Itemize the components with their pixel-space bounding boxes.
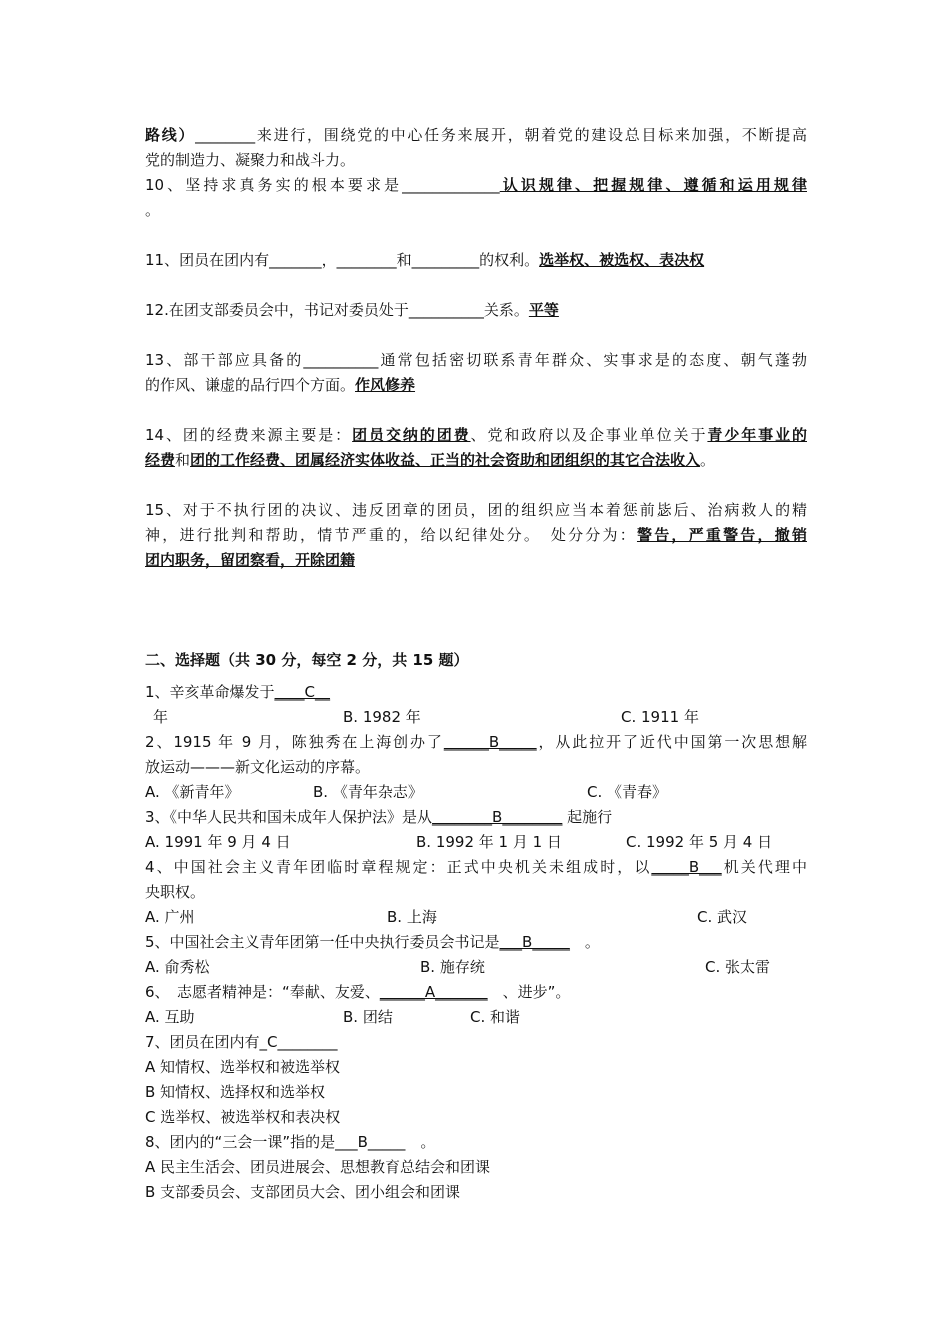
choice-4-line-1 — [145, 855, 807, 880]
question-14-text: 14、团的经费来源主要是： — [145, 426, 353, 444]
choice-3-option-a: A. 1991 年 9 月 4 日 — [145, 833, 291, 851]
choice-2-text: 2、1915 年 9 月，陈独秀在上海创办了 — [145, 733, 444, 751]
question-12-answer: 平等 — [528, 301, 559, 319]
choice-6-text: 6、 志愿者精神是：“奉献、友爱、 — [145, 983, 380, 1001]
question-10-end: 。 — [145, 201, 161, 219]
choice-1 — [145, 680, 807, 705]
choice-4-line-2: 央职权。 — [145, 883, 206, 901]
question-12-text: 12.在团支部委员会中，书记对委员处于__________关系。 — [145, 301, 529, 319]
carry-line-2: 党的制造力、凝聚力和战斗力。 — [145, 151, 356, 169]
choice-8: 8、团内的“三会一课”指的是___B_____ 。 — [145, 1133, 436, 1151]
choice-2-option-b: B. 《青年杂志》 — [313, 783, 423, 801]
question-14-end: 。 — [700, 451, 716, 469]
carry-bold-text: 路线） — [145, 126, 196, 144]
question-11-text: 11、团员在团内有_______，________和_________的权利。 — [145, 251, 540, 269]
choice-8-option-a: A 民主生活会、团员进展会、思想教育总结会和团课 — [145, 1158, 491, 1176]
choice-2-line-1 — [145, 730, 807, 755]
choice-8-option-b: B 支部委员会、支部团员大会、团小组会和团课 — [145, 1183, 461, 1201]
choice-4-rest: 机关代理中 — [721, 858, 807, 876]
choice-5-rest: 。 — [584, 933, 600, 951]
question-15-line-3 — [145, 548, 807, 573]
choice-6-rest: 、进步”。 — [502, 983, 571, 1001]
question-14-answer-1: 团员交纳的团费 — [352, 426, 471, 444]
question-14-line-1 — [145, 423, 807, 448]
question-14-line-2 — [145, 448, 807, 473]
question-11 — [145, 248, 807, 273]
choice-2-line-2: 放运动———新文化运动的序幕。 — [145, 758, 371, 776]
choice-5 — [145, 930, 807, 955]
choice-3-answer: ________B________ — [432, 808, 563, 826]
choice-3 — [145, 805, 807, 830]
question-15-line-2 — [145, 523, 807, 548]
question-12 — [145, 298, 807, 323]
choice-2-rest: ，从此拉开了近代中国第一次思想解 — [536, 733, 807, 751]
choice-3-option-b: B. 1992 年 1 月 1 日 — [416, 833, 562, 851]
question-10-answer: 认识规律、把握规律、遵循和运用规律 — [499, 176, 807, 194]
question-14-and: 和 — [175, 451, 191, 469]
question-14-answer-3: 团的工作经费、团属经济实体收益、正当的社会资助和团组织的其它合法收入 — [190, 451, 701, 469]
question-15-answer-1: 警告，严重警告，撤销 — [636, 526, 807, 544]
choice-5-option-a: A. 俞秀松 — [145, 958, 210, 976]
choice-1-option-b: B. 1982 年 — [343, 708, 421, 726]
question-10-line-1 — [145, 173, 807, 198]
question-15-line-1: 15、对于不执行团的决议、违反团章的团员，团的组织应当本着惩前毖后、治病救人的精 — [145, 501, 807, 519]
choice-7-option-a: A 知情权、选举权和被选举权 — [145, 1058, 341, 1076]
question-15-answer-2: 团内职务，留团察看，开除团籍 — [145, 551, 356, 569]
choice-2-answer: ______B_____ — [443, 733, 537, 751]
question-14-answer-2b: 经费 — [145, 451, 176, 469]
choice-7-option-c: C 选举权、被选举权和表决权 — [145, 1108, 341, 1126]
question-13-line-1: 13、部干部应具备的__________通常包括密切联系青年群众、实事求是的态度、朝气蓬勃 — [145, 351, 807, 369]
choice-2-option-c: C. 《青春》 — [587, 783, 668, 801]
choice-5-answer: ___B_____ — [499, 933, 570, 951]
question-13-answer: 作风修养 — [355, 376, 416, 394]
choice-4-answer: _____B___ — [651, 858, 722, 876]
carry-line-1 — [145, 123, 807, 148]
question-13-line-2 — [145, 373, 807, 398]
choice-7: 7、团员在团内有_C________ — [145, 1033, 338, 1051]
question-13-text: 的作风、谦虚的品行四个方面。 — [145, 376, 356, 394]
choice-6-option-b: B. 团结 — [343, 1008, 393, 1026]
choice-1-answer: ____C__ — [274, 683, 331, 701]
choice-4-option-a: A. 广州 — [145, 908, 195, 926]
choice-1-option-a: 年 — [153, 708, 169, 726]
question-14-text-2: 、党和政府以及企事业单位关于 — [470, 426, 708, 444]
choice-6-answer: ______A_______ — [379, 983, 488, 1001]
choice-1-option-c: C. 1911 年 — [621, 708, 699, 726]
choice-4-option-c: C. 武汉 — [697, 908, 748, 926]
choice-2-option-a: A. 《新青年》 — [145, 783, 240, 801]
choice-5-text: 5、中国社会主义青年团第一任中央执行委员会书记是 — [145, 933, 500, 951]
choice-4-option-b: B. 上海 — [387, 908, 437, 926]
choice-4-text: 4、中国社会主义青年团临时章程规定：正式中央机关未组成时，以 — [145, 858, 652, 876]
question-11-answer: 选举权、被选权、表决权 — [539, 251, 705, 269]
choice-7-option-b: B 知情权、选择权和选举权 — [145, 1083, 326, 1101]
choice-6-option-a: A. 互助 — [145, 1008, 195, 1026]
section-2-title: 二、选择题（共 30 分，每空 2 分，共 15 题） — [145, 651, 469, 669]
question-14-answer-2a: 青少年事业的 — [707, 426, 807, 444]
choice-5-option-c: C. 张太雷 — [705, 958, 771, 976]
choice-1-text: 1、辛亥革命爆发于 — [145, 683, 275, 701]
question-10-text: 10、坚持求真务实的根本要求是 — [145, 176, 403, 194]
choice-3-rest: 起施行 — [567, 808, 613, 826]
question-15-text: 神，进行批判和帮助，情节严重的，给以纪律处分。 处分分为： — [145, 526, 637, 544]
choice-5-option-b: B. 施存统 — [420, 958, 485, 976]
choice-6-option-c: C. 和谐 — [470, 1008, 521, 1026]
carry-blank: ________ — [195, 126, 256, 144]
choice-3-option-c: C. 1992 年 5 月 4 日 — [626, 833, 773, 851]
carry-text: 来进行，围绕党的中心任务来展开，朝着党的建设总目标来加强，不断提高 — [255, 126, 807, 144]
question-10-blank: _____________ — [402, 176, 500, 194]
choice-3-text: 3、《中华人民共和国未成年人保护法》是从 — [145, 808, 433, 826]
choice-6 — [145, 980, 807, 1005]
